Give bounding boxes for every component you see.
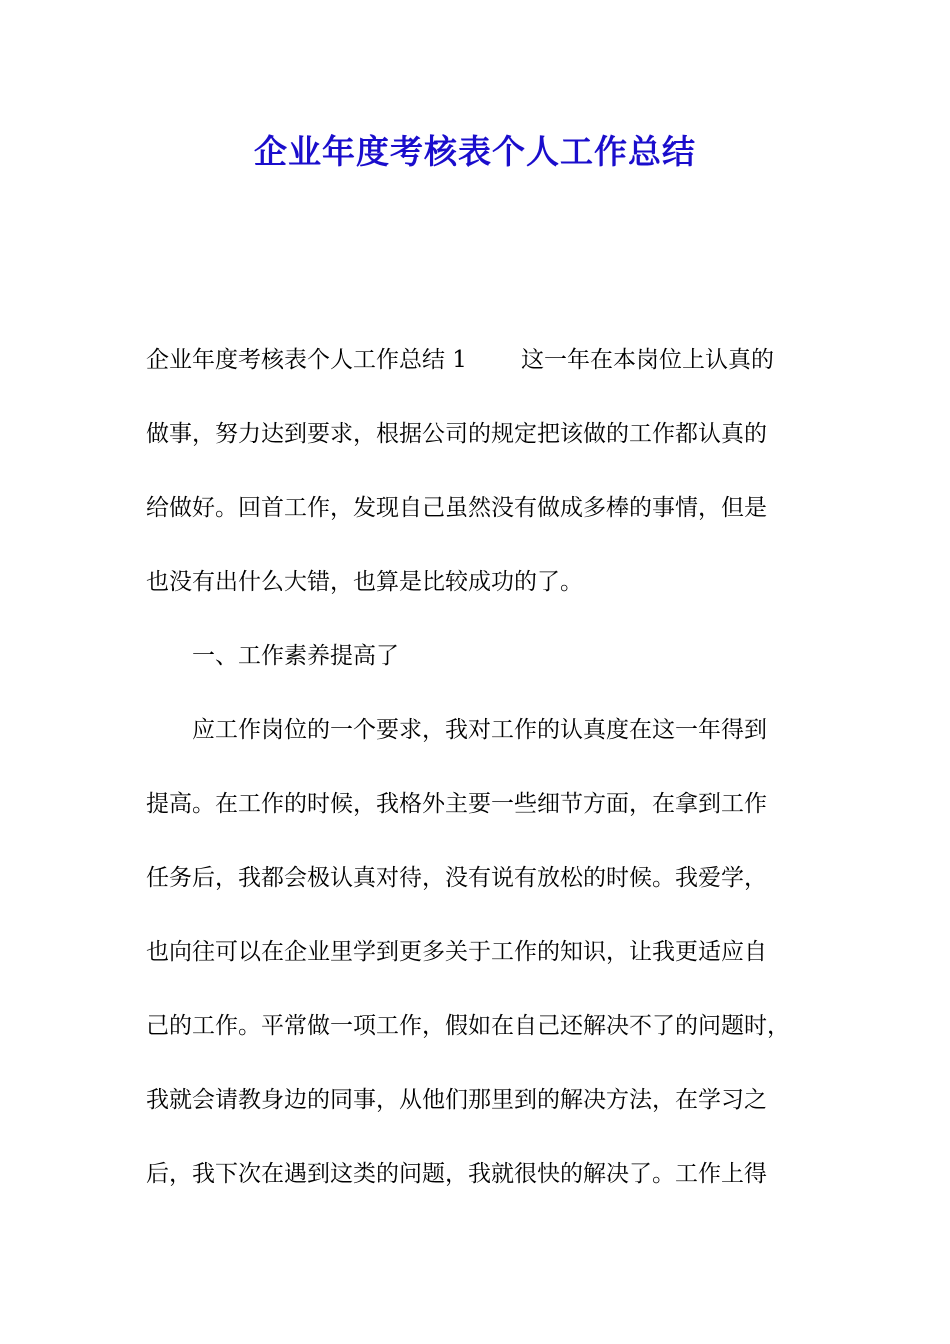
text-line: 也没有出什么大错，也算是比较成功的了。 (146, 569, 583, 595)
document-title: 企业年度考核表个人工作总结 (254, 132, 696, 171)
text-line: 我就会请教身边的同事，从他们那里到的解决方法，在学习之 (146, 1087, 767, 1113)
text-line: 后，我下次在遇到这类的问题，我就很快的解决了。工作上得 (146, 1161, 767, 1187)
text-line (146, 340, 826, 414)
document-body (146, 340, 826, 1228)
section-heading-inline: 企业年度考核表个人工作总结 1 (146, 347, 467, 373)
text-line-continuation: 这一年在本岗位上认真的 (520, 347, 774, 373)
text-line: 也向往可以在企业里学到更多关于工作的知识，让我更适应自 (146, 939, 767, 965)
text-line: 做事，努力达到要求，根据公司的规定把该做的工作都认真的 (146, 421, 767, 447)
text-line: 己的工作。平常做一项工作，假如在自己还解决不了的问题时， (146, 1013, 790, 1039)
text-line: 提高。在工作的时候，我格外主要一些细节方面，在拿到工作 (146, 791, 767, 817)
text-line: 给做好。回首工作，发现自己虽然没有做成多棒的事情，但是 (146, 495, 767, 521)
section-heading: 一、工作素养提高了 (192, 643, 399, 669)
text-line: 任务后，我都会极认真对待，没有说有放松的时候。我爱学， (146, 865, 767, 891)
text-line: 应工作岗位的一个要求，我对工作的认真度在这一年得到 (192, 717, 767, 743)
